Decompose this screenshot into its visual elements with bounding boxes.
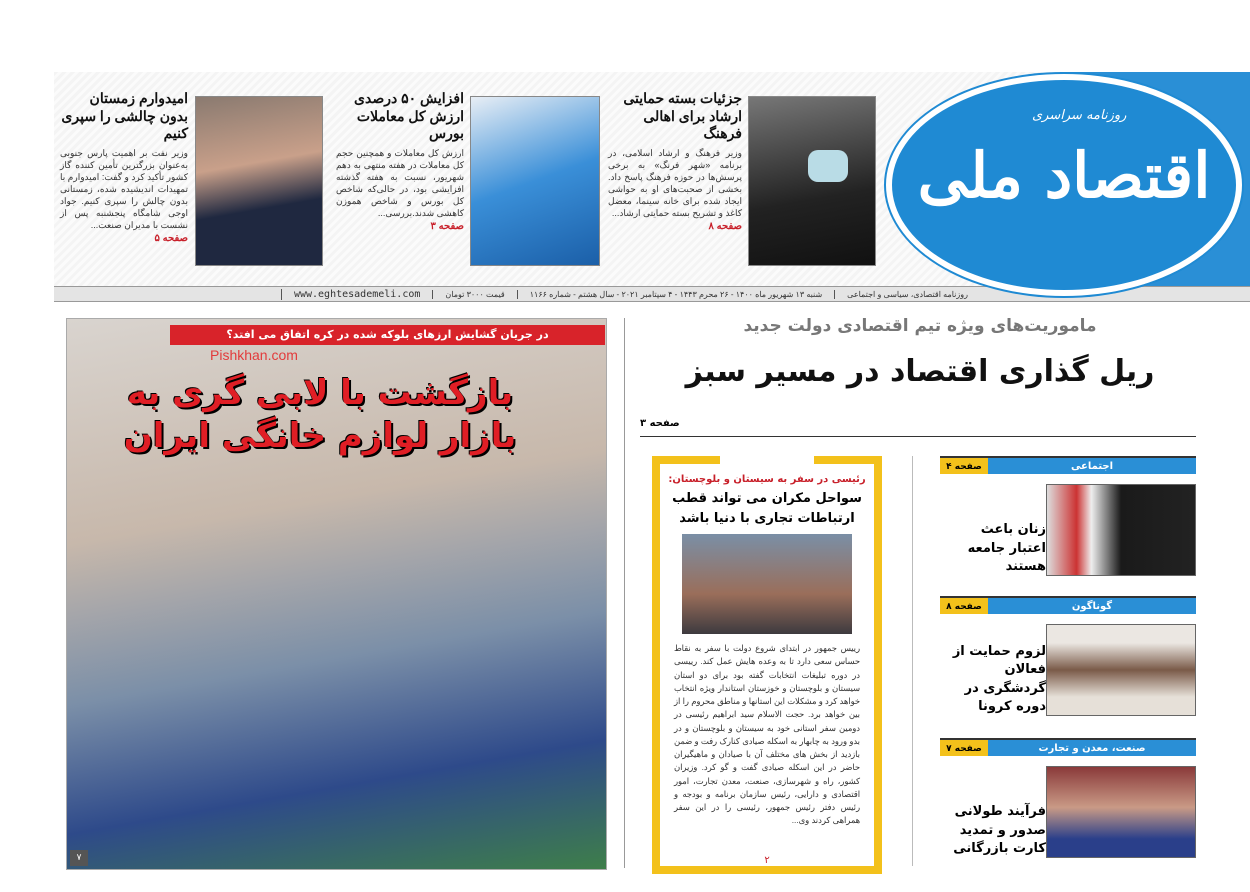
section-misc[interactable] (940, 596, 1196, 716)
lead-overline: ماموریت‌های ویژه تیم اقتصادی دولت جدید (743, 316, 1097, 336)
section-industry[interactable] (940, 738, 1196, 858)
teaser-page: صفحه ۸ (708, 221, 742, 233)
teaser-photo (748, 96, 876, 266)
photo-page-number: ۷ (70, 850, 88, 866)
section-photo (1046, 624, 1196, 716)
teaser-body: وزیر نفت بر اهمیت پارس جنوبی به‌عنوان بزرگترین تأمین کننده گاز کشور تأکید کرد و گفت: امیدوارم با تمهیدات اندیشیده شده، زمستانی بدون چالش را سپری کنیم. جواد اوجی شامگاه پنجشنبه پس از نشست با مدیران صنعت... (60, 147, 188, 231)
section-label: اجتماعی (988, 458, 1196, 474)
boxed-story[interactable] (652, 456, 882, 874)
box-kicker: رئیسی در سفر به سیستان و بلوچستان: (668, 474, 866, 485)
box-photo (682, 534, 852, 634)
teaser-page: صفحه ۵ (154, 233, 188, 245)
box-gap (720, 456, 814, 464)
column-divider (624, 318, 625, 868)
section-page: صفحه ۸ (940, 598, 988, 614)
issue-date: شنبه ۱۳ شهریور ماه ۱۴۰۰ - ۲۶ محرم ۱۴۴۳ - ۴ سپتامبر ۲۰۲۱ - سال هشتم - شماره ۱۱۶۶ (517, 290, 834, 299)
box-body: رییس جمهور در ابتدای شروع دولت با سفر به نقاط حساس سعی دارد تا به وعده هایش عمل کند. رییسی در دوره تبلیغات انتخابات گفته بود برای دو استان سیستان و بلوچستان و خوزستان استاندار ویژه انتخاب خواهد کرد و مشکلات این استانها و مناطق محروم را از بین خواهد برد. حجت الاسلام سید ابراهیم رئیسی در دومین سفر استانی خود به سیستان و بلوچستان و در بدو ورود به چابهار به اسکله صیادی کنارک رفت و ضمن بازدید از بخش های مختلف آن با صیادان و ماهیگیران حاضر در این اسکله صیادی گفت و گو کرد. وزیران کشور، راه و شهرسازی، صنعت، معدن تجارت، امور اقتصادی و دارایی، رئیس سازمان برنامه و بودجه و رئیس دفتر رئیس جمهور، رئیسی را در این سفر همراهی کردند وی... (674, 643, 860, 826)
section-photo (1046, 766, 1196, 858)
photo-headline[interactable]: بازگشت با لابی گری به بازار لوازم خانگی ایران (123, 373, 517, 456)
watermark: Pishkhan.com (210, 347, 298, 363)
box-page: ۲ (764, 855, 770, 866)
section-title: لزوم حمایت از فعالان گردشگری در دوره کرونا (952, 644, 1046, 714)
section-social[interactable] (940, 456, 1196, 576)
section-title: زنان باعث اعتبار جامعه هستند (967, 522, 1046, 574)
section-page: صفحه ۴ (940, 458, 988, 474)
teaser-body: وزیر فرهنگ و ارشاد اسلامی، در برنامه «شهر فرنگ» به برخی پرسش‌ها در حوزه فرهنگ پاسخ داد. بخشی از صحبت‌های او به حواشی ایجاد شده برای خانه سینما، معضل کاغذ و تشریح بسته حمایتی ارشاد... (608, 147, 742, 219)
photo-kicker: در جریان گشایش ارزهای بلوکه شده در کره اتفاق می افتد؟ (170, 325, 605, 345)
lead-headline[interactable]: ریل گذاری اقتصاد در مسیر سبز (685, 354, 1155, 389)
section-photo (1046, 484, 1196, 576)
teaser-title: امیدوارم زمستان بدون چالشی را سپری کنیم (61, 90, 188, 141)
teaser-photo (195, 96, 323, 266)
website-link[interactable]: www.eghtesademeli.com (281, 289, 432, 300)
column-divider (912, 456, 913, 866)
divider (640, 436, 1196, 437)
teaser-culture[interactable] (608, 90, 742, 232)
teaser-title: جزئیات بسته حمایتی ارشاد برای اهالی فرهنگ (623, 90, 742, 141)
section-title: فرآیند طولانی صدور و تمدید کارت بازرگانی (953, 804, 1046, 856)
price: قیمت ۳۰۰۰ تومان (432, 290, 516, 299)
paper-type: روزنامه اقتصادی، سیاسی و اجتماعی (834, 290, 980, 299)
teaser-page: صفحه ۳ (430, 221, 464, 233)
teaser-body: ارزش کل معاملات و همچنین حجم کل معاملات در هفته منتهی به دهم شهریور، نسبت به هفته گذشته افزایشی بود، در حالی‌که شاخص کل بورس و شاخص هموزن کاهشی شدند.بررسی... (336, 147, 464, 219)
masthead-logo[interactable] (886, 74, 1242, 296)
box-title: سواحل مکران می تواند قطب ارتباطات تجاری با دنیا باشد (672, 491, 862, 526)
masthead-name: اقتصاد ملی (917, 139, 1211, 212)
section-label: گوناگون (988, 598, 1196, 614)
lead-page: صفحه ۳ (640, 418, 680, 429)
section-page: صفحه ۷ (940, 740, 988, 756)
teaser-oil[interactable] (60, 90, 188, 244)
teaser-photo-chart (470, 96, 600, 266)
teaser-title: افزایش ۵۰ درصدی ارزش کل معاملات بورس (354, 90, 464, 141)
masthead-subtitle: روزنامه سراسری (1032, 108, 1127, 123)
teaser-bourse[interactable] (336, 90, 464, 232)
mask-shape (808, 150, 848, 182)
section-label: صنعت، معدن و تجارت (988, 740, 1196, 756)
